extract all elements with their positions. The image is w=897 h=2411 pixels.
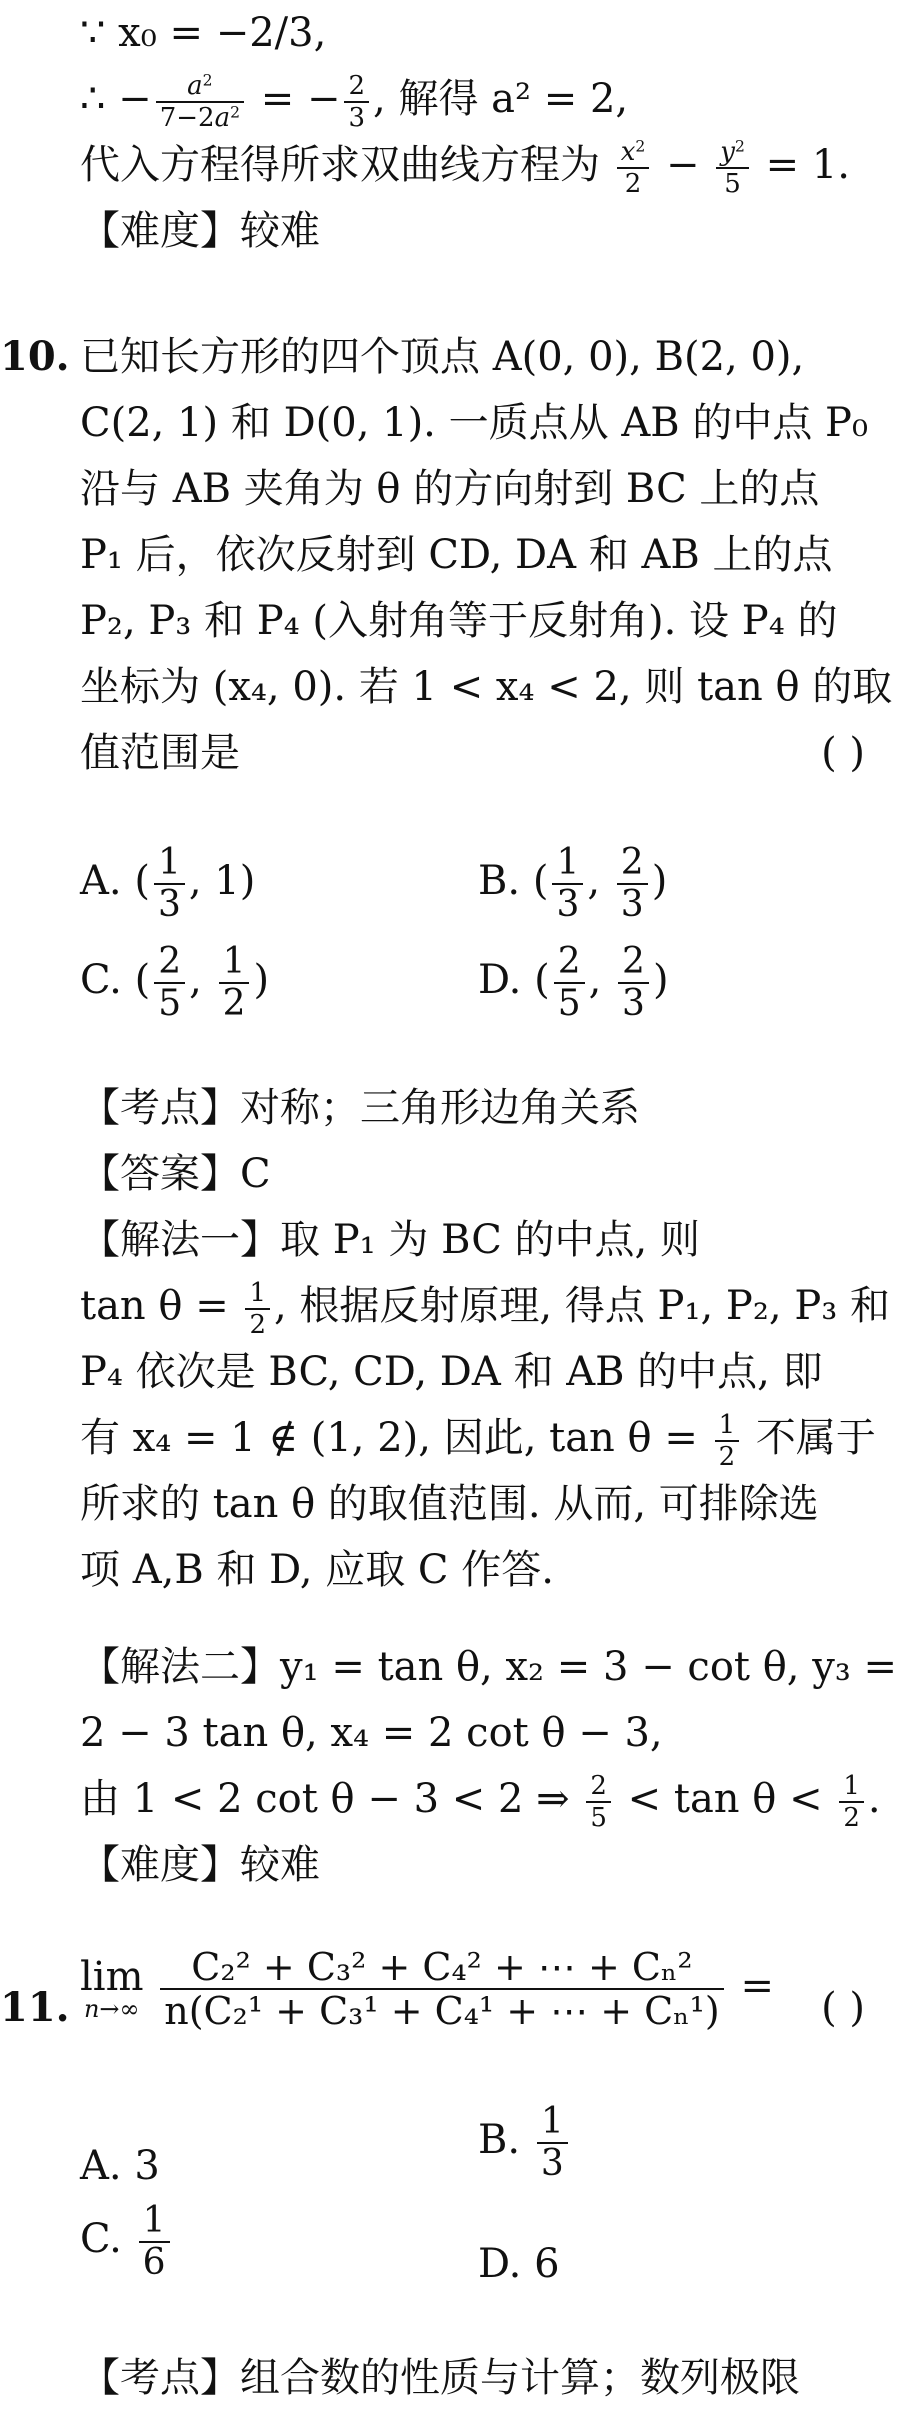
fraction: $\frac{1}{2}$ xyxy=(245,1280,270,1338)
question-number: 10. xyxy=(0,333,70,380)
limit-operator: lim n→∞ xyxy=(80,1954,144,2023)
fraction: $\frac{2}{3}$ xyxy=(618,944,649,1022)
question-number: 11. xyxy=(0,1984,70,2031)
top-line-2: ∴ − $\frac{a^2}{7-2a^2}$ = − $\frac{2}{3}$ , 解得 a² = 2, xyxy=(80,71,629,133)
option-d: D. ( $\frac{2}{5}$ , $\frac{2}{3}$ ) xyxy=(478,941,669,1024)
q11-stem: lim n→∞ $\frac{\text{C₂² + C₃² + C₄² + ⋯ + Cₙ²}}{\text{n(C₂¹ + C₃¹ + C₄¹ + ⋯ + Cₙ¹)}}$ = xyxy=(80,1945,774,2033)
q10-sol1-line-5: 所求的 tan θ 的取值范围. 从而, 可排除选 xyxy=(80,1481,819,1527)
limit-fraction: $\frac{\text{C₂² + C₃² + C₄² + ⋯ + Cₙ²}}{\text{n(C₂¹ + C₃¹ + C₄¹ + ⋯ + Cₙ¹)}}$ xyxy=(160,1948,724,2030)
fraction: $\frac{a^2}{7-2a^2}$ xyxy=(156,73,244,131)
q10-sol1-line-4: 有 x₄ = 1 ∉ (1, 2), 因此, tan θ = $\frac{1}{2}$ 不属于 xyxy=(80,1410,876,1472)
q10-kaodian: 【考点】对称；三角形边角关系 xyxy=(80,1085,640,1131)
q10-difficulty: 【难度】较难 xyxy=(80,1842,320,1888)
fraction: $\frac{1}{2}$ xyxy=(219,944,250,1022)
fraction: $\frac{1}{2}$ xyxy=(715,1412,740,1470)
q10-sol2-line-1: 【解法二】y₁ = tan θ, x₂ = 3 − cot θ, y₃ = xyxy=(80,1644,897,1690)
fraction: $\frac{2}{5}$ xyxy=(154,944,185,1022)
fraction: $\frac{1}{3}$ xyxy=(537,2104,568,2182)
fraction: $\frac{2}{3}$ xyxy=(617,845,648,923)
top-line-1: ∵ x₀ = −2/3, xyxy=(80,10,327,56)
top-line-3: 代入方程得所求双曲线方程为 $\frac{x^2}{2}$ − $\frac{y^2}{5}$ = 1. xyxy=(80,137,851,199)
q10-sol1-line-1: 【解法一】取 P₁ 为 BC 的中点, 则 xyxy=(80,1217,700,1263)
fraction: $\frac{x^2}{2}$ xyxy=(617,139,650,197)
option-b: B. $\frac{1}{3}$ xyxy=(478,2104,572,2182)
q10-sol2-line-3: 由 1 < 2 cot θ − 3 < 2 ⇒ $\frac{2}{5}$ < tan θ < $\frac{1}{2}$ . xyxy=(80,1771,881,1833)
option-c: C. $\frac{1}{6}$ xyxy=(80,2203,174,2281)
q10-line-1: 已知长方形的四个顶点 A(0, 0), B(2, 0), xyxy=(80,334,805,380)
option-d: D. 6 xyxy=(478,2241,560,2287)
fraction: $\frac{y^2}{5}$ xyxy=(716,139,749,197)
fraction: $\frac{1}{6}$ xyxy=(139,2203,170,2281)
q10-sol2-line-2: 2 − 3 tan θ, x₄ = 2 cot θ − 3, xyxy=(80,1710,663,1756)
option-a: A. ( $\frac{1}{3}$ , 1) xyxy=(80,842,256,925)
top-difficulty: 【难度】较难 xyxy=(80,208,320,254)
answer-paren: ( ) xyxy=(821,1985,865,2031)
fraction: $\frac{2}{5}$ xyxy=(586,1773,611,1831)
fraction: $\frac{1}{3}$ xyxy=(154,845,185,923)
q11-kaodian: 【考点】组合数的性质与计算；数列极限 xyxy=(80,2355,800,2401)
q10-line-4: P₁ 后，依次反射到 CD, DA 和 AB 上的点 xyxy=(80,532,833,578)
q10-line-6: 坐标为 (x₄, 0). 若 1 < x₄ < 2, 则 tan θ 的取 xyxy=(80,664,893,710)
answer-paren: ( ) xyxy=(821,730,865,776)
fraction: $\frac{2}{5}$ xyxy=(554,944,585,1022)
q10-sol1-line-6: 项 A,B 和 D, 应取 C 作答. xyxy=(80,1547,554,1593)
q10-line-3: 沿与 AB 夹角为 θ 的方向射到 BC 上的点 xyxy=(80,466,820,512)
option-a: A. 3 xyxy=(80,2143,160,2189)
q10-answer: 【答案】C xyxy=(80,1151,271,1197)
fraction: $\frac{1}{3}$ xyxy=(552,845,583,923)
q10-line-2: C(2, 1) 和 D(0, 1). 一质点从 AB 的中点 P₀ xyxy=(80,400,868,446)
fraction: $\frac{2}{3}$ xyxy=(344,73,369,131)
option-c: C. ( $\frac{2}{5}$ , $\frac{1}{2}$ ) xyxy=(80,941,270,1024)
q10-line-5: P₂, P₃ 和 P₄ (入射角等于反射角). 设 P₄ 的 xyxy=(80,598,838,644)
fraction: $\frac{1}{2}$ xyxy=(839,1773,864,1831)
q10-line-7: 值范围是 xyxy=(80,730,240,776)
q10-sol1-line-3: P₄ 依次是 BC, CD, DA 和 AB 的中点, 即 xyxy=(80,1349,823,1395)
q10-sol1-line-2: tan θ = $\frac{1}{2}$ , 根据反射原理, 得点 P₁, P₂, P₃ 和 xyxy=(80,1278,890,1340)
option-b: B. ( $\frac{1}{3}$ , $\frac{2}{3}$ ) xyxy=(478,842,668,925)
